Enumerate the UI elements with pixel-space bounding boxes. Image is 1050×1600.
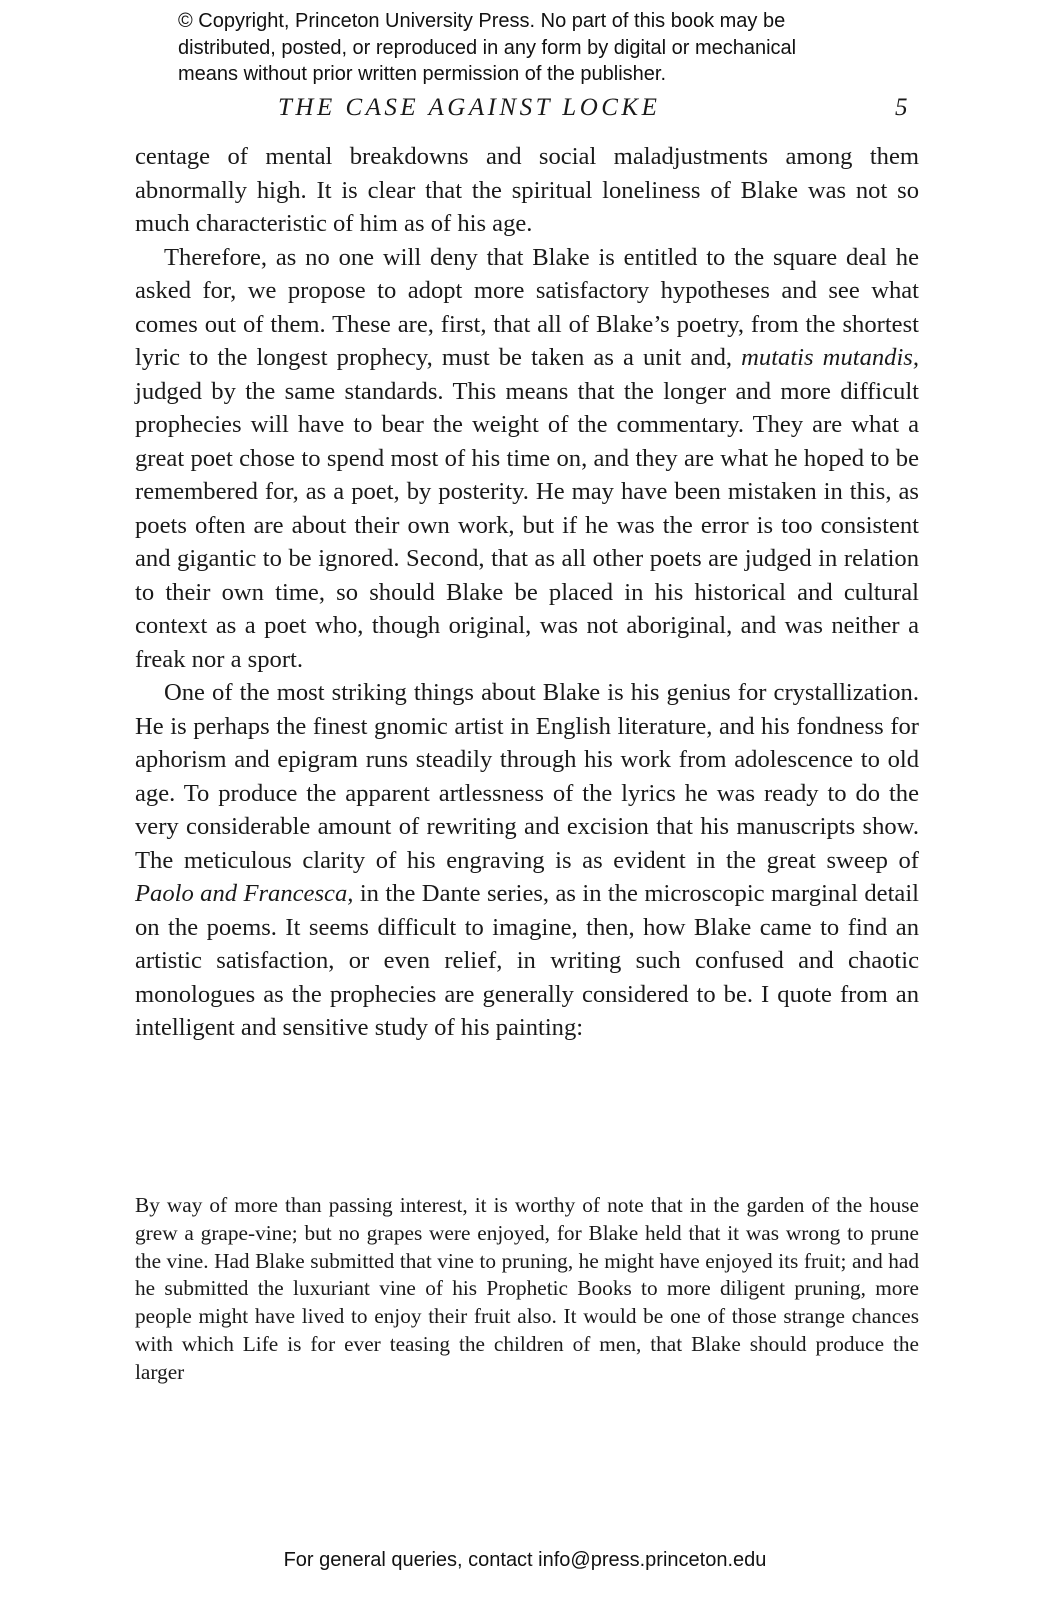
block-quote: By way of more than passing interest, it is worthy of note that in the garden of the house grew a grape-vine; but no grapes were enjoyed, for Blake held that it was wrong to prune the vine. Had Blake submitted that vine to pruning, he might have enjoyed its fruit; and had he submitted the luxuriant vine of his Prophetic Books to more diligent pruning, more people might have lived to enjoy their fruit also. It would be one of those strange chances with which Life is for ever teasing the children of men, that Blake should produce the larger <box>135 1193 919 1384</box>
running-head <box>0 94 1050 130</box>
copyright-line: distributed, posted, or reproduced in any form by digital or mechanical <box>178 36 797 59</box>
paragraph <box>135 241 919 677</box>
copyright-line: © Copyright, Princeton University Press. No part of this book may be <box>178 10 786 32</box>
text-run: in the Dante series, as in the microscopic marginal detail on the poems. It seems difficult to imagine, then, how Blake came to find an artistic satisfaction, or even relief, in writing such confused and chaotic monologues as the prophecies are generally considered to be. I quote from an intelligent and sensitive study of his painting: <box>135 880 919 1041</box>
page-number: 5 <box>895 94 908 121</box>
italic-phrase: mutatis mutandis, <box>741 344 920 371</box>
paragraph <box>135 676 919 1045</box>
running-head-title: THE CASE AGAINST LOCKE <box>278 94 661 121</box>
italic-phrase: Paolo and Francesca, <box>135 880 354 907</box>
copyright-line: means without prior written permission of the publisher. <box>178 63 667 85</box>
text-run: One of the most striking things about Blake is his genius for crystallization. He is perhaps the finest gnomic artist in English literature, and his fondness for aphorism and epigram runs steadily through his work from adolescence to old age. To produce the apparent artlessness of the lyrics he was ready to do the very considerable amount of rewriting and excision that his manuscripts show. The meticulous clarity of his engraving is as evident in the great sweep of <box>135 679 919 874</box>
copyright-notice <box>178 8 898 88</box>
footer-contact: For general queries, contact info@press.princeton.edu <box>283 1549 767 1571</box>
text-run: centage of mental breakdowns and social maladjustments among them abnormally high. It is clear that the spiritual loneliness of Blake was not so much characteristic of him as of his age. <box>135 143 919 237</box>
body-text <box>135 140 919 1045</box>
text-run: Therefore, as no one will deny that Blake is entitled to the square deal he asked for, we propose to adopt more satisfactory hypotheses and see what comes out of them. These are, first, that all of Blake’s poetry, from the shortest lyric to the longest prophecy, must be taken as a unit and, <box>135 243 919 371</box>
paragraph <box>135 140 919 241</box>
text-run: judged by the same standards. This means that the longer and more difficult prophecies will have to bear the weight of the commentary. They are what a great poet chose to spend most of his time on, and they are what he hoped to be remembered for, as a poet, by posterity. He may have been mistaken in this, as poets often are about their own work, but if he was the error is too consistent and gigantic to be ignored. Second, that as all other poets are judged in relation to their own time, so should Blake be placed in his historical and cultural context as a poet who, though original, was not aboriginal, and was neither a freak nor a sport. <box>135 377 919 673</box>
